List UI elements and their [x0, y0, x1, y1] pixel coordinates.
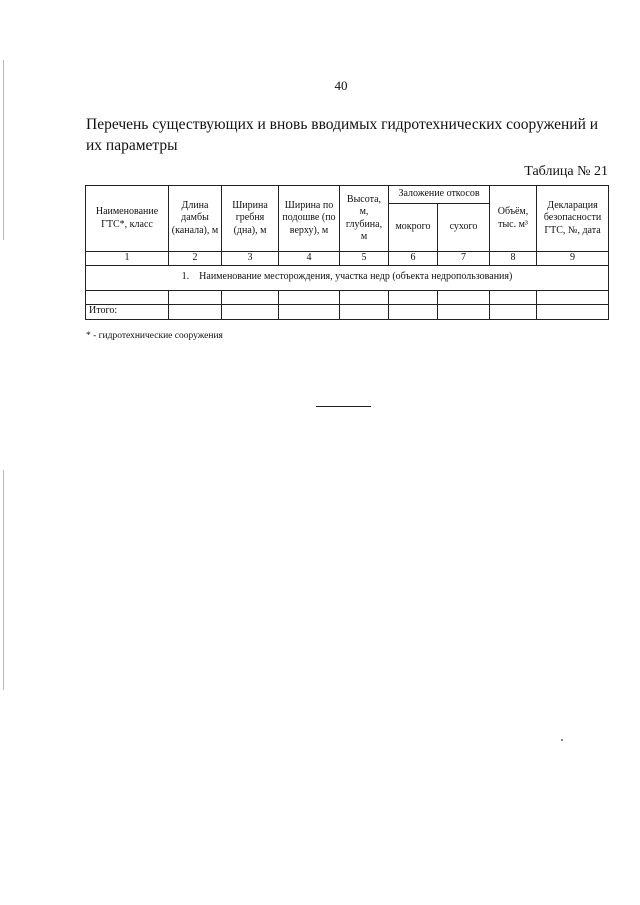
- structures-table: [85, 185, 609, 320]
- column-number: 2: [169, 252, 222, 266]
- table-cell: [438, 290, 490, 304]
- table-cell: [537, 304, 609, 319]
- header-slope-group: Заложение откосов: [389, 186, 490, 204]
- end-rule: [316, 406, 371, 407]
- table-cell: [389, 290, 438, 304]
- column-number: 5: [340, 252, 389, 266]
- header-name: Наименование ГТС*, класс: [86, 186, 169, 252]
- total-label: Итого:: [86, 304, 169, 319]
- header-slope-wet: мокрого: [389, 204, 438, 252]
- scan-speck: [561, 739, 563, 741]
- column-number: 4: [279, 252, 340, 266]
- column-number: 1: [86, 252, 169, 266]
- table-cell: [340, 290, 389, 304]
- column-number-row: [86, 252, 609, 266]
- table-cell: [389, 304, 438, 319]
- table-cell: [169, 304, 222, 319]
- table-cell: [537, 290, 609, 304]
- header-crest-width: Ширина гребня (дна), м: [222, 186, 279, 252]
- table-cell: [490, 304, 537, 319]
- column-number: 6: [389, 252, 438, 266]
- page-number: 40: [334, 78, 348, 93]
- section-row: 1. Наименование месторождения, участка недр (объекта недропользования): [86, 265, 609, 290]
- table-cell: [169, 290, 222, 304]
- scan-edge-mark: [3, 470, 4, 690]
- table-cell: [438, 304, 490, 319]
- column-number: 9: [537, 252, 609, 266]
- column-number: 3: [222, 252, 279, 266]
- column-number: 7: [438, 252, 490, 266]
- column-number: 8: [490, 252, 537, 266]
- table-cell: [279, 304, 340, 319]
- header-slope-dry: сухого: [438, 204, 490, 252]
- table-cell: [222, 290, 279, 304]
- table-row: [86, 290, 609, 304]
- header-volume: Объём, тыс. м³: [490, 186, 537, 252]
- document-title: Перечень существующих и вновь вводимых гидротехнических сооружений и их параметры: [86, 116, 599, 154]
- header-base-width: Ширина по подошве (по верху), м: [279, 186, 340, 252]
- table-cell: [86, 290, 169, 304]
- total-row: [86, 304, 609, 319]
- header-height: Высота, м, глубина, м: [340, 186, 389, 252]
- header-dam-length: Длина дамбы (канала), м: [169, 186, 222, 252]
- table-cell: [222, 304, 279, 319]
- header-declaration: Декларация безопасности ГТС, №, дата: [537, 186, 609, 252]
- table-cell: [340, 304, 389, 319]
- table-cell: [279, 290, 340, 304]
- table-cell: [490, 290, 537, 304]
- table-caption: Таблица № 21: [524, 164, 608, 179]
- footnote: * - гидротехнические сооружения: [86, 331, 223, 341]
